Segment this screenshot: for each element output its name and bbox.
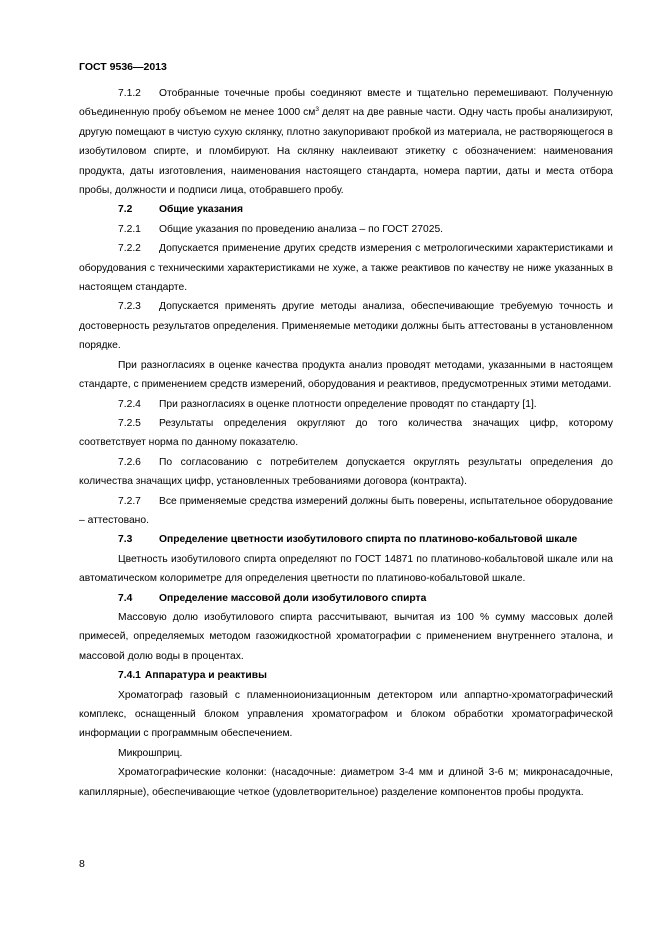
paragraph-text: При разногласиях в оценке плотности определение проводят по стандарту [1]. <box>159 398 537 410</box>
paragraph-text: Массовую долю изобутилового спирта рассчитывают, вычитая из 100 % сумму массовых долей примесей, определяемых методом газожидкостной хроматографии с применением внутреннего эталона, и массовой долю воды в процентах. <box>79 611 613 662</box>
clause-number: 7.2.2 <box>118 243 141 255</box>
clause-number: 7.2 <box>118 204 133 216</box>
heading-text: Определение цветности изобутилового спирта по платиново-кобальтовой шкале <box>159 534 578 546</box>
paragraph-chromatograph <box>79 686 613 744</box>
paragraph-text: Все применяемые средства измерений должны быть поверены, испытательное оборудование – аттестовано. <box>79 495 613 526</box>
paragraph-7-2-6 <box>79 453 613 492</box>
clause-number: 7.1.2 <box>118 88 141 99</box>
paragraph-text: При разногласиях в оценке качества продукта анализ проводят методами, указанными в настоящем стандарте, с применением средств измерений, оборудования и реактивов, предусмотренных этими методами. <box>79 359 613 391</box>
document-code-header: ГОСТ 9536—2013 <box>79 61 167 73</box>
paragraph-text: Микрошприц. <box>118 747 183 759</box>
paragraph-columns <box>79 763 613 802</box>
paragraph-7-2-1 <box>79 220 613 239</box>
clause-number: 7.2.4 <box>118 398 141 410</box>
paragraph-text-continued: делят на две равные части. Одну часть пробы анализируют, другую помещают в чистую сухую склянку, плотно закупоривают пробкой из материала, не растворяющегося в изобутиловом спирте, и пломбируют. На склянку наклеивают этикетку с обозначением: наименования продукта, даты изготовления, наименования настоящего стандарта, номера партии, даты и места отбора пробы, должности и подписи лица, отобравшего пробу. <box>79 107 613 197</box>
clause-number: 7.2.6 <box>118 456 141 468</box>
paragraph-color-method <box>79 550 613 589</box>
section-heading-7-4 <box>79 589 613 608</box>
paragraph-text: Общие указания по проведению анализа – по ГОСТ 27025. <box>159 223 444 235</box>
paragraph-text: Цветность изобутилового спирта определяют по ГОСТ 14871 по платиново-кобальтовой шкале или на автоматическом колориметре для определения цветности по платиново-кобальтовой шкале. <box>79 553 613 585</box>
paragraph-7-2-4 <box>79 395 613 414</box>
paragraph-7-1-2 <box>79 84 613 200</box>
document-body <box>79 84 613 802</box>
paragraph-text: Результаты определения округляют до того количества значащих цифр, которому соответствует норма по данному показателю. <box>79 417 613 449</box>
paragraph-text: Хроматографические колонки: (насадочные: диаметром 3-4 мм и длиной 3-6 м; микронасадочные, капиллярные), обеспечивающие четкое (удовлетворительное) разделение компонентов пробы продукта. <box>79 767 613 798</box>
section-heading-7-4-1 <box>79 666 613 685</box>
clause-number: 7.2.5 <box>118 417 141 429</box>
paragraph-text: Хроматограф газовый с пламенноионизационным детектором или аппартно-хроматографический комплекс, оснащенный блоком управления хроматографом и блоком обработки хроматографической информации с программным обеспечением. <box>79 689 613 740</box>
clause-number: 7.3 <box>118 534 133 546</box>
paragraph-7-2-5 <box>79 414 613 453</box>
clause-number: 7.4.1 <box>118 670 141 682</box>
page-number: 8 <box>79 858 85 870</box>
heading-text: Общие указания <box>159 204 243 216</box>
clause-number: 7.2.7 <box>118 495 141 507</box>
paragraph-text: По согласованию с потребителем допускается округлять результаты определения до количества значащих цифр, установленных требованиями договора (контракта). <box>79 456 613 488</box>
clause-number: 7.2.3 <box>118 301 141 313</box>
heading-text: Аппаратура и реактивы <box>144 670 267 682</box>
clause-number: 7.2.1 <box>118 223 141 235</box>
paragraph-text: Допускается применять другие методы анализа, обеспечивающие требуемую точность и достоверность результатов определения. Применяемые методики должны быть аттестованы в установленном порядке. <box>79 301 613 352</box>
paragraph-text: Отобранные точечные пробы соединяют вместе и тщательно перемешивают. Полученную объединенную пробу объемом не менее 1000 см <box>79 88 613 119</box>
section-heading-7-2 <box>79 200 613 219</box>
paragraph-7-2-7 <box>79 492 613 531</box>
paragraph-microsyringe <box>79 744 613 763</box>
clause-number: 7.4 <box>118 592 133 604</box>
section-heading-7-3 <box>79 530 613 549</box>
heading-text: Определение массовой доли изобутилового спирта <box>159 592 427 604</box>
paragraph-7-2-2 <box>79 239 613 297</box>
paragraph-disputes-methods <box>79 356 613 395</box>
paragraph-7-2-3 <box>79 297 613 355</box>
superscript: 3 <box>315 106 320 114</box>
paragraph-mass-fraction <box>79 608 613 666</box>
paragraph-text: Допускается применение других средств измерения с метрологическими характеристиками и оборудования с техническими характеристиками не хуже, а также реактивов по качеству не ниже указанных в настоящем стандарте. <box>79 243 613 294</box>
